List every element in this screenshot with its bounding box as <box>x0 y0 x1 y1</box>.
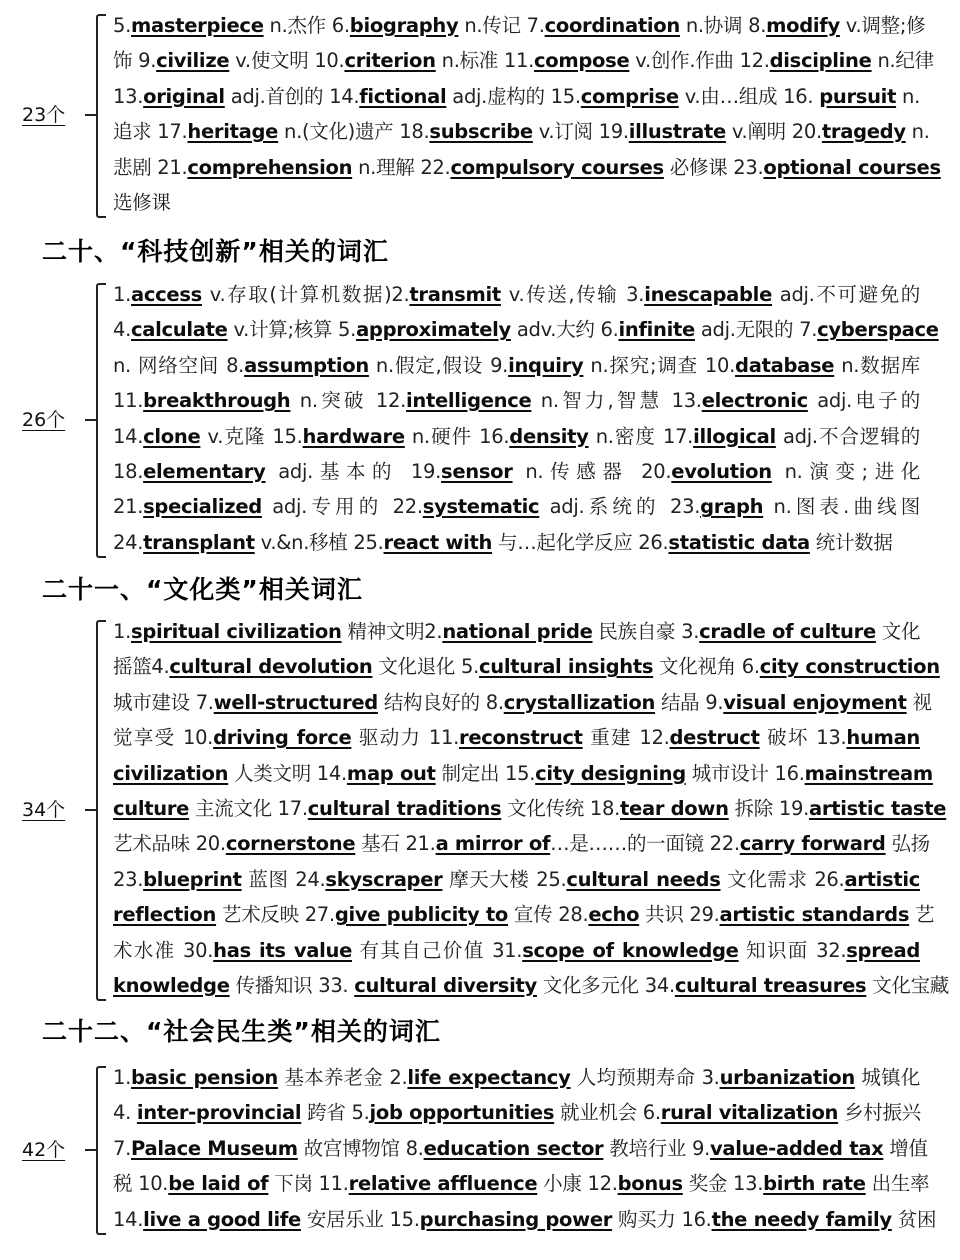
entries-block <box>113 8 941 220</box>
entry-definition: adj.专用的 22. <box>261 495 423 519</box>
entry-line <box>113 791 947 826</box>
vocab-term: national pride <box>442 620 593 643</box>
entry-definition: 传播知识 33. <box>229 973 355 997</box>
entry-definition: n.理解 22. <box>352 155 451 179</box>
vocab-term: comprehension <box>187 155 353 179</box>
entry-line <box>113 525 920 560</box>
vocab-term: carry forward <box>739 832 886 856</box>
entry-definition: v.阐明 20. <box>725 120 822 144</box>
entry-definition: n.纪律 <box>871 49 934 73</box>
entry-prefix: 13. <box>113 84 144 108</box>
vocab-term: biography <box>349 14 459 37</box>
entry-line <box>113 862 920 897</box>
entry-prefix: 饰 9. <box>113 49 157 73</box>
entry-definition: 知识面 32. <box>738 938 847 962</box>
entry-definition: 人均预期寿命 3. <box>570 1066 720 1089</box>
entry-definition: 共识 29. <box>639 903 720 927</box>
entry-definition: n.突破 12. <box>290 389 406 413</box>
vocab-term: cultural needs <box>566 867 721 891</box>
vocab-term: comprise <box>580 84 679 108</box>
entry-line <box>113 1095 920 1130</box>
vocab-term: the needy family <box>711 1207 892 1231</box>
vocab-term: original <box>143 84 225 108</box>
vocab-term: compose <box>534 49 630 73</box>
entry-definition: 艺术反映 27. <box>216 903 335 927</box>
entry-line <box>113 1060 920 1095</box>
vocab-term: reflection <box>113 903 217 927</box>
entry-definition: v.克隆 15. <box>200 424 303 448</box>
entry-line <box>113 685 932 720</box>
entry-line <box>113 489 920 524</box>
brace-tick <box>85 809 96 811</box>
entry-definition: 文化宝藏 <box>866 973 950 997</box>
vocab-term: driving force <box>213 726 352 750</box>
vocab-term: rural vitalization <box>660 1101 839 1125</box>
entry-definition: adj.无限的 7. <box>694 318 818 342</box>
entry-definition: n.协调 8. <box>679 14 767 37</box>
vocab-term: access <box>131 283 202 306</box>
vocab-term: civilize <box>156 49 230 73</box>
entry-definition: adj.首创的 14. <box>224 84 360 108</box>
entry-definition: 破坏 13. <box>759 726 847 750</box>
vocab-term: database <box>735 353 835 377</box>
vocab-term: give publicity to <box>334 903 509 927</box>
entry-definition: 制定出 15. <box>435 761 536 785</box>
vocab-term: has its value <box>213 938 353 962</box>
entry-definition: n.传记 7. <box>458 14 545 37</box>
entry-definition: 文化 <box>875 620 921 643</box>
entry-line <box>113 1202 937 1237</box>
entry-line <box>113 277 920 312</box>
entry-definition: n.探究;调查 10. <box>583 353 736 377</box>
entry-definition: 精神文明2. <box>341 620 443 643</box>
entry-definition: 弘扬 <box>885 832 930 856</box>
entry-definition: 必修课 23. <box>663 155 764 179</box>
entry-definition: 宣传 28. <box>508 903 589 927</box>
vocab-term: map out <box>346 761 436 785</box>
brace-bracket <box>96 283 106 558</box>
vocab-term: density <box>509 424 589 448</box>
entry-definition: 拆除 19. <box>728 796 810 820</box>
brace-bracket <box>96 14 106 218</box>
entry-definition: adv.大约 6. <box>510 318 619 342</box>
entry-line <box>113 897 935 932</box>
entry-prefix: 23. <box>113 867 144 891</box>
entry-definition: 小康 12. <box>537 1172 618 1196</box>
vocab-term: specialized <box>143 495 262 519</box>
vocab-term: a mirror of <box>435 832 551 856</box>
entry-definition: n.杰作 6. <box>263 14 350 37</box>
entry-definition: 跨省 5. <box>301 1101 370 1125</box>
vocab-term: statistic data <box>668 530 810 554</box>
entry-line <box>113 454 920 489</box>
word-count: 42个 <box>22 1138 66 1161</box>
entry-prefix: 艺术品味 20. <box>113 832 226 856</box>
vocab-term: bonus <box>617 1172 683 1196</box>
entry-line <box>113 1131 928 1166</box>
entry-definition: n. <box>896 84 920 108</box>
vocab-term: cultural devolution <box>169 655 373 679</box>
entry-definition: v.传送,传输 3. <box>500 283 645 306</box>
entry-prefix: 悲剧 21. <box>113 155 188 179</box>
entry-definition: n.智力,智慧 13. <box>531 389 702 413</box>
entry-definition: 乡村振兴 <box>838 1101 921 1125</box>
vocab-term: elementary <box>143 459 266 483</box>
vocab-term: birth rate <box>763 1172 866 1196</box>
vocab-term: Palace Museum <box>131 1136 298 1160</box>
entry-line <box>113 383 920 418</box>
vocab-term: echo <box>588 903 640 927</box>
entry-definition: v.由…组成 16. <box>678 84 820 108</box>
entry-definition: 与…起化学反应 26. <box>492 530 669 554</box>
entry-definition: adj.不合逻辑的 <box>775 424 920 448</box>
entry-definition: n.假定,假设 9. <box>368 353 509 377</box>
vocab-term: transplant <box>143 530 255 554</box>
vocab-term: hardware <box>302 424 405 448</box>
entry-line <box>113 150 941 185</box>
entry-prefix: 4. <box>113 1101 137 1125</box>
entry-line <box>113 649 940 684</box>
vocab-term: be laid of <box>168 1172 269 1196</box>
entry-prefix: 1. <box>113 1066 132 1089</box>
vocab-term: value-added tax <box>710 1136 884 1160</box>
vocab-term: cornerstone <box>225 832 356 856</box>
vocab-term: civilization <box>113 761 229 785</box>
entry-definition: n.(文化)遗产 18. <box>278 120 430 144</box>
entry-definition: 结构良好的 8. <box>377 690 504 714</box>
vocab-term: job opportunities <box>369 1101 555 1125</box>
entry-prefix: n. 网络空间 8. <box>113 353 245 377</box>
entry-prefix: 4. <box>113 318 132 342</box>
section-heading: 二十、“科技创新”相关的词汇 <box>42 237 389 266</box>
entry-definition: 下岗 11. <box>268 1172 349 1196</box>
entry-line <box>113 756 933 791</box>
entry-definition: v.创作.作曲 12. <box>629 49 770 73</box>
vocab-term: spiritual civilization <box>131 620 342 643</box>
entry-definition: 重建 12. <box>582 726 670 750</box>
entry-definition: …是……的一面镜 22. <box>550 832 740 856</box>
vocab-term: cradle of culture <box>699 620 876 643</box>
entries-block <box>113 1060 937 1237</box>
vocab-term: graph <box>700 495 764 519</box>
vocab-term: knowledge <box>113 973 230 997</box>
vocab-term: compulsory courses <box>450 155 664 179</box>
vocab-term: crystallization <box>503 690 656 714</box>
section-heading: 二十二、“社会民生类”相关的词汇 <box>42 1017 441 1046</box>
entry-definition: 人类文明 14. <box>228 761 347 785</box>
entry-definition: 摩天大楼 25. <box>442 867 567 891</box>
vocab-term: pursuit <box>819 84 897 108</box>
vocab-term: modify <box>766 14 840 37</box>
entry-prefix: 24. <box>113 530 144 554</box>
entry-definition: 奖金 13. <box>682 1172 764 1196</box>
vocab-term: basic pension <box>131 1066 279 1089</box>
entry-line <box>113 933 920 968</box>
entry-definition: adj.系统的 23. <box>539 495 701 519</box>
entry-definition: 城市设计 16. <box>685 761 805 785</box>
entry-definition: 驱动力 11. <box>351 726 459 750</box>
vocab-term: evolution <box>671 459 772 483</box>
entry-prefix: 觉享受 10. <box>113 726 214 750</box>
entry-line <box>113 968 950 1003</box>
entry-definition: 文化传统 18. <box>501 796 621 820</box>
entry-prefix: 城市建设 7. <box>113 690 214 714</box>
vocab-term: destruct <box>669 726 760 750</box>
vocab-term: fictional <box>359 84 447 108</box>
entry-definition: n. <box>905 120 930 144</box>
entry-prefix: 14. <box>113 1207 144 1231</box>
vocab-term: skyscraper <box>325 867 443 891</box>
vocab-term: illogical <box>693 424 776 448</box>
vocab-term: intelligence <box>406 389 532 413</box>
entry-definition: 教培行业 9. <box>603 1136 710 1160</box>
entry-line <box>113 43 934 78</box>
vocab-term: spread <box>846 938 920 962</box>
entry-definition: n.标准 11. <box>435 49 535 73</box>
entry-prefix: 术水准 30. <box>113 938 214 962</box>
vocab-term: optional courses <box>763 155 941 179</box>
entry-definition: n.演变;进化 <box>771 459 920 483</box>
vocab-term: human <box>846 726 921 750</box>
entry-line <box>113 114 930 149</box>
word-count: 26个 <box>22 408 66 431</box>
vocab-term: well-structured <box>213 690 378 714</box>
entry-line <box>113 79 920 114</box>
entry-definition: v.订阅 19. <box>532 120 629 144</box>
vocab-term: cultural traditions <box>307 796 502 820</box>
entry-line <box>113 312 939 347</box>
vocab-term: tear down <box>620 796 729 820</box>
entry-prefix: 选修课 <box>113 190 171 214</box>
brace-tick <box>85 419 96 421</box>
entry-prefix: 11. <box>113 389 144 413</box>
vocab-term: infinite <box>618 318 695 342</box>
entry-definition: 基本养老金 2. <box>278 1066 408 1089</box>
vocab-term: cyberspace <box>817 318 939 342</box>
brace-bracket <box>96 620 106 1001</box>
vocab-term: artistic standards <box>719 903 910 927</box>
vocab-term: reconstruct <box>459 726 583 750</box>
entry-prefix: 5. <box>113 14 132 37</box>
vocab-term: discipline <box>769 49 872 73</box>
brace-tick <box>85 1149 96 1151</box>
entry-definition: 故宫博物馆 8. <box>297 1136 424 1160</box>
entry-definition: n.传感器 20. <box>512 459 672 483</box>
vocab-term: systematic <box>422 495 540 519</box>
entry-definition: 基石 21. <box>355 832 436 856</box>
vocab-term: mainstream <box>804 761 933 785</box>
entry-definition: 艺 <box>909 903 935 927</box>
entry-definition: 蓝图 24. <box>241 867 326 891</box>
entry-prefix: 追求 17. <box>113 120 188 144</box>
vocab-term: life expectancy <box>407 1066 571 1089</box>
entry-definition: 文化需求 26. <box>720 867 845 891</box>
vocab-term: scope of knowledge <box>522 938 739 962</box>
brace-tick <box>85 114 96 116</box>
vocab-term: city designing <box>535 761 686 785</box>
entries-block <box>113 614 950 1003</box>
vocab-term: visual enjoyment <box>723 690 907 714</box>
entry-definition: adj.虚构的 15. <box>446 84 581 108</box>
entry-definition: 购买力 16. <box>612 1207 712 1231</box>
vocab-term: artistic <box>844 867 921 891</box>
entry-definition: 增值 <box>883 1136 928 1160</box>
entry-prefix: 1. <box>113 620 132 643</box>
vocab-term: clone <box>143 424 201 448</box>
vocab-term: criterion <box>344 49 436 73</box>
vocab-term: inescapable <box>644 283 772 306</box>
entry-definition: 城镇化 <box>854 1066 921 1089</box>
entry-definition: 安居乐业 15. <box>300 1207 420 1231</box>
entry-definition: 文化多元化 34. <box>536 973 675 997</box>
entry-definition: n.数据库 <box>834 353 921 377</box>
vocab-term: inter-provincial <box>136 1101 302 1125</box>
entries-block <box>113 277 939 560</box>
vocab-term: relative affluence <box>348 1172 538 1196</box>
vocab-term: cultural diversity <box>354 973 537 997</box>
entry-definition: v.&n.移植 25. <box>254 530 384 554</box>
brace-bracket <box>96 1066 106 1235</box>
entry-prefix: 21. <box>113 495 144 519</box>
vocab-term: transmit <box>409 283 501 306</box>
entry-definition: 就业机会 6. <box>554 1101 661 1125</box>
vocab-term: coordination <box>544 14 680 37</box>
vocab-term: approximately <box>356 318 511 342</box>
vocab-term: education sector <box>423 1136 604 1160</box>
entry-prefix: 1. <box>113 283 132 306</box>
entry-definition: 文化视角 6. <box>653 655 760 679</box>
entry-definition: v.计算;核算 5. <box>227 318 357 342</box>
vocab-term: cultural insights <box>479 655 654 679</box>
vocab-term: illustrate <box>628 120 726 144</box>
vocab-term: purchasing power <box>419 1207 613 1231</box>
vocab-term: electronic <box>701 389 808 413</box>
vocab-term: cultural treasures <box>674 973 867 997</box>
entry-line <box>113 185 920 220</box>
entry-prefix: 7. <box>113 1136 132 1160</box>
section-heading: 二十一、“文化类”相关词汇 <box>42 575 363 604</box>
entry-definition: 文化退化 5. <box>372 655 480 679</box>
entry-definition: 贫困 <box>891 1207 937 1231</box>
word-count: 34个 <box>22 798 66 821</box>
entry-line <box>113 720 920 755</box>
entry-definition: 出生率 <box>865 1172 930 1196</box>
vocab-term: sensor <box>441 459 513 483</box>
entry-line <box>113 1166 930 1201</box>
word-count: 23个 <box>22 104 66 127</box>
vocab-term: breakthrough <box>143 389 291 413</box>
vocab-term: subscribe <box>429 120 533 144</box>
vocab-term: live a good life <box>143 1207 301 1231</box>
entry-line <box>113 826 930 861</box>
entry-definition: 统计数据 <box>809 530 893 554</box>
entry-prefix: 税 10. <box>113 1172 169 1196</box>
vocab-term: blueprint <box>143 867 242 891</box>
entry-definition: adj.基本的 19. <box>265 459 442 483</box>
vocab-term: assumption <box>244 353 369 377</box>
vocab-term: react with <box>383 530 493 554</box>
vocab-term: masterpiece <box>131 14 264 37</box>
entry-prefix: 18. <box>113 459 144 483</box>
entry-definition: 民族自豪 3. <box>592 620 700 643</box>
vocab-term: artistic taste <box>809 796 947 820</box>
entry-definition: v.使文明 10. <box>229 49 345 73</box>
entry-definition: 视 <box>906 690 932 714</box>
entry-definition: n.图表.曲线图 <box>763 495 920 519</box>
vocab-term: inquiry <box>508 353 584 377</box>
entry-line <box>113 348 920 383</box>
entry-definition: 有其自己价值 31. <box>352 938 523 962</box>
entry-line <box>113 419 920 454</box>
entry-definition: v.调整;修 <box>839 14 926 37</box>
vocab-term: heritage <box>187 120 279 144</box>
vocab-term: tragedy <box>821 120 906 144</box>
vocab-term: city construction <box>759 655 940 679</box>
entry-definition: 结晶 9. <box>655 690 724 714</box>
entry-definition: adj.电子的 <box>807 389 920 413</box>
entry-line <box>113 8 926 43</box>
entry-definition: 主流文化 17. <box>189 796 308 820</box>
vocab-term: calculate <box>131 318 228 342</box>
vocab-term: urbanization <box>719 1066 855 1089</box>
entry-definition: n.硬件 16. <box>404 424 510 448</box>
entry-definition: n.密度 17. <box>588 424 694 448</box>
entry-prefix: 14. <box>113 424 144 448</box>
entry-definition: v.存取(计算机数据)2. <box>201 283 410 306</box>
entry-definition: adj.不可避免的 <box>772 283 920 306</box>
vocab-term: culture <box>113 796 190 820</box>
entry-prefix: 摇篮4. <box>113 655 170 679</box>
entry-line <box>113 614 920 649</box>
